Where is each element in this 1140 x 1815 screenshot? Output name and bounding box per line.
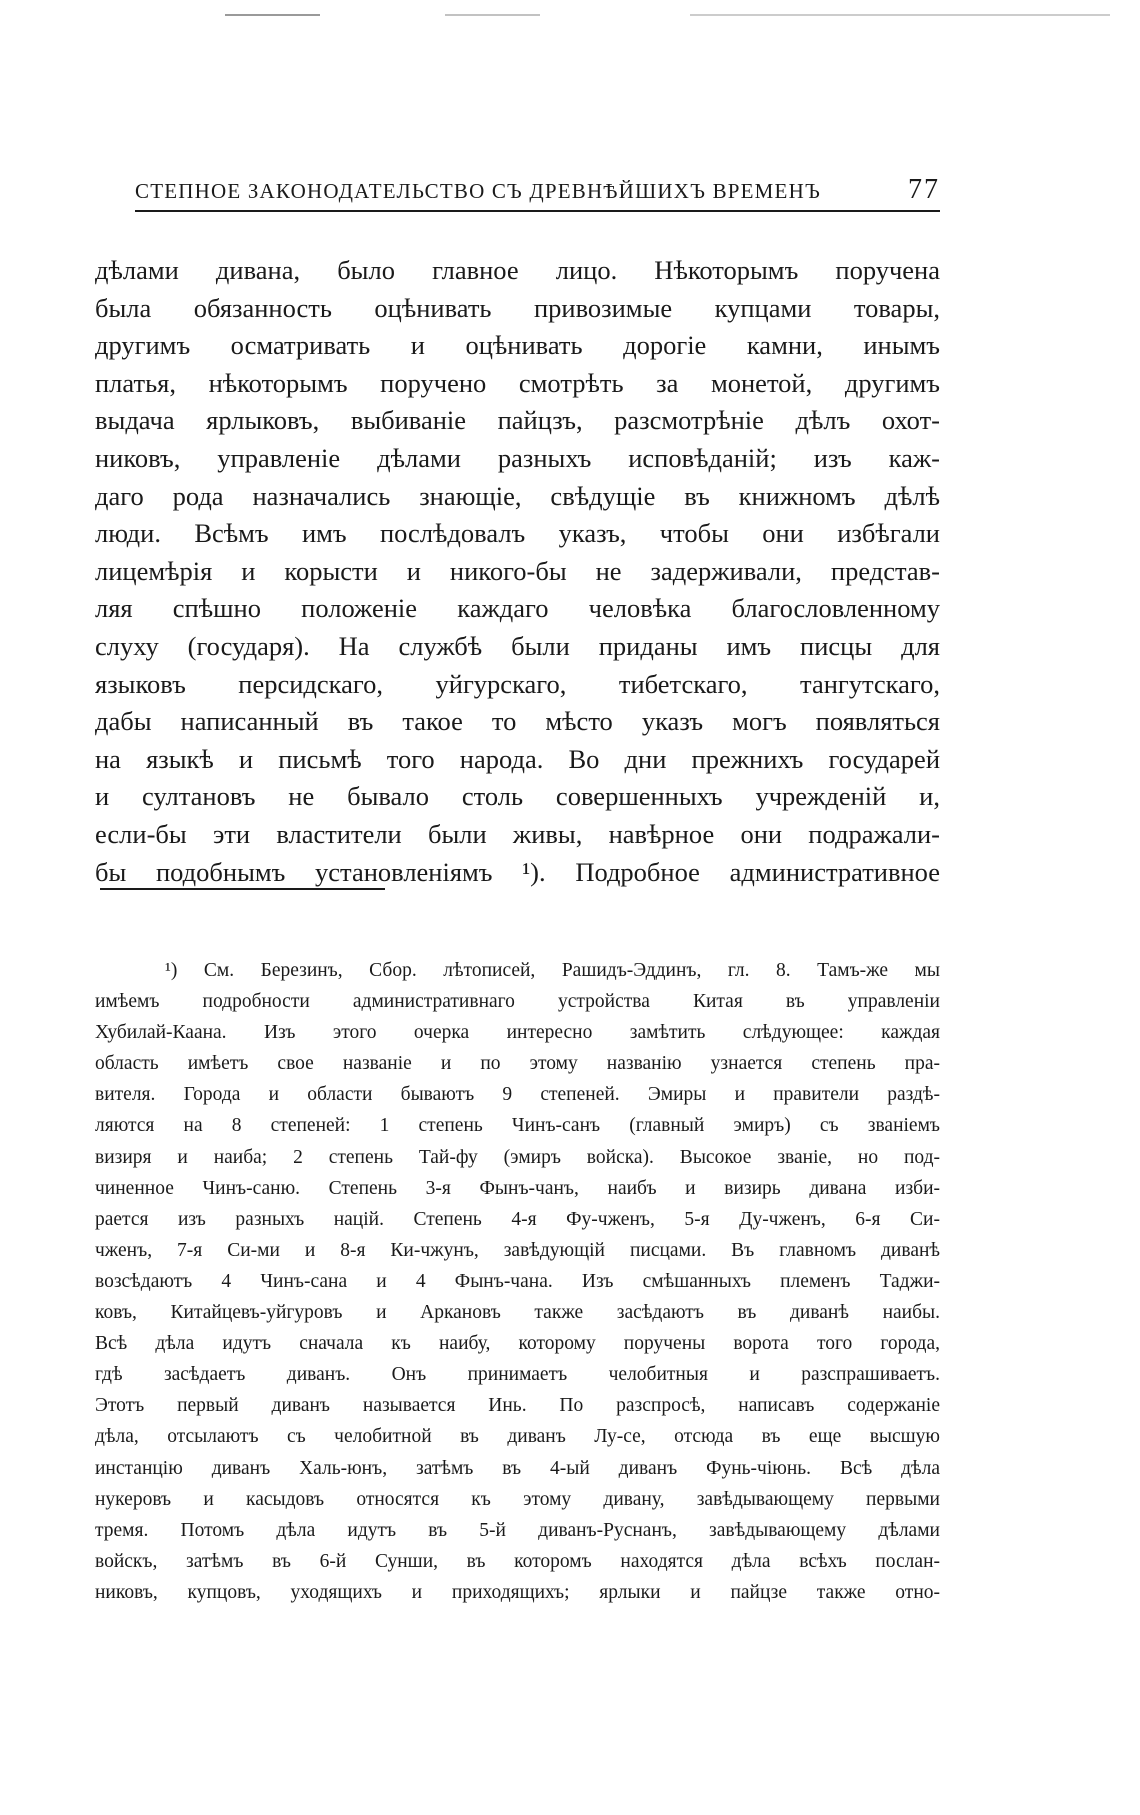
text-line: люди. Всѣмъ имъ послѣдовалъ указъ, чтобы они избѣгали	[95, 518, 940, 549]
text-line: если-бы эти властители были живы, навѣрное они подражали-	[95, 818, 940, 849]
footnote-line: ляются на 8 степеней: 1 степень Чинъ-санъ (главный эмиръ) съ званіемъ	[95, 1115, 940, 1137]
footnote-line: инстанцію диванъ Халь-юнъ, затѣмъ въ 4-ый диванъ Фунь-чіюнь. Всѣ дѣла	[95, 1457, 940, 1479]
footnote-line: ¹) См. Березинъ, Сбор. лѣтописей, Рашидъ-Эддинъ, гл. 8. Тамъ-же мы	[165, 960, 940, 981]
page-number: 77	[908, 174, 940, 205]
text-line: платья, нѣкоторымъ поручено смотрѣть за монетой, другимъ	[95, 367, 940, 398]
text-line: слуху (государя). На службѣ были приданы имъ писцы для	[95, 630, 940, 661]
text-line: языковъ персидскаго, уйгурскаго, тибетскаго, тангутскаго,	[95, 668, 940, 699]
footnote-line: чженъ, 7-я Си-ми и 8-я Ки-чжунъ, завѣдующій писцами. Въ главномъ диванѣ	[95, 1239, 940, 1261]
text-line: другимъ осматривать и оцѣнивать дорогіе камни, инымъ	[95, 330, 940, 361]
footnote-line: рается изъ разныхъ націй. Степень 4-я Фу-чженъ, 5-я Ду-чженъ, 6-я Си-	[95, 1208, 940, 1230]
scan-artifact-line	[445, 14, 540, 16]
text-line: даго рода назначались знающіе, свѣдущіе въ книжномъ дѣлѣ	[95, 480, 940, 511]
footnote-separator	[100, 888, 385, 890]
text-line: лицемѣрія и корысти и никого-бы не задерживали, представ-	[95, 555, 940, 586]
footnote-line: войскъ, затѣмъ въ 6-й Сунши, въ которомъ находятся дѣла всѣхъ послан-	[95, 1550, 940, 1572]
footnote-line: имѣемъ подробности административнаго устройства Китая въ управленіи	[95, 991, 940, 1013]
footnote-line: Этотъ первый диванъ называется Инь. По разспросѣ, написавъ содержаніе	[95, 1395, 940, 1417]
footnote-line: никовъ, купцовъ, уходящихъ и приходящихъ; ярлыки и пайцзе также отно-	[95, 1581, 940, 1603]
text-line: никовъ, управленіе дѣлами разныхъ исповѣданій; изъ каж-	[95, 442, 940, 473]
header-rule	[135, 210, 940, 212]
footnote-line: возсѣдаютъ 4 Чинъ-сана и 4 Фынъ-чана. Изъ смѣшанныхъ племенъ Таджи-	[95, 1270, 940, 1292]
text-line: дѣлами дивана, было главное лицо. Нѣкоторымъ поручена	[95, 255, 940, 285]
footnote-block	[95, 955, 940, 1608]
footnote-line: нукеровъ и касыдовъ относятся къ этому дивану, завѣдывающему первыми	[95, 1488, 940, 1510]
footnote-line: визиря и наиба; 2 степень Тай-фу (эмиръ войска). Высокое званіе, но под-	[95, 1146, 940, 1168]
text-line: выдача ярлыковъ, выбиваніе пайцзъ, разсмотрѣніе дѣлъ охот-	[95, 405, 940, 436]
text-line: ляя спѣшно положеніе каждаго человѣка благословленному	[95, 593, 940, 624]
scan-artifact-line	[225, 14, 320, 16]
footnote-line: Хубилай-Каана. Изъ этого очерка интересно замѣтить слѣдующее: каждая	[95, 1022, 940, 1044]
footnote-line: ковъ, Китайцевъ-уйгуровъ и Аркановъ также засѣдаютъ въ диванѣ наибы.	[95, 1302, 940, 1324]
page-header	[135, 172, 940, 212]
footnote-line: чиненное Чинъ-саню. Степень 3-я Фынъ-чанъ, наибъ и визирь дивана изби-	[95, 1177, 940, 1199]
text-line: и султановъ не бывало столь совершенныхъ учрежденій и,	[95, 781, 940, 812]
footnote-line: дѣла, отсылаютъ съ челобитной въ диванъ Лу-се, отсюда въ еще высшую	[95, 1426, 940, 1448]
footnote-line: Всѣ дѣла идутъ сначала къ наибу, которому поручены ворота того города,	[95, 1333, 940, 1355]
footnote-line: тремя. Потомъ дѣла идутъ въ 5-й диванъ-Руснанъ, завѣдывающему дѣлами	[95, 1519, 940, 1541]
footnote-line: вителя. Города и области бываютъ 9 степеней. Эмиры и правители раздѣ-	[95, 1084, 940, 1106]
text-line: на языкѣ и письмѣ того народа. Во дни прежнихъ государей	[95, 743, 940, 774]
footnote-line: гдѣ засѣдаетъ диванъ. Онъ принимаетъ челобитныя и разспрашиваетъ.	[95, 1364, 940, 1386]
text-line: бы подобнымъ установленіямъ ¹). Подробное административное	[95, 856, 940, 887]
running-title: СТЕПНОЕ ЗАКОНОДАТЕЛЬСТВО СЪ ДРЕВНѢЙШИХЪ ВРЕМЕНЪ	[135, 179, 821, 203]
text-line: была обязанность оцѣнивать привозимые купцами товары,	[95, 292, 940, 323]
scan-artifact-line	[690, 14, 1110, 16]
footnote-line: область имѣетъ свое названіе и по этому названію узнается степень пра-	[95, 1053, 940, 1075]
main-text-block	[95, 252, 940, 891]
text-line: дабы написанный въ такое то мѣсто указъ могъ появляться	[95, 706, 940, 737]
